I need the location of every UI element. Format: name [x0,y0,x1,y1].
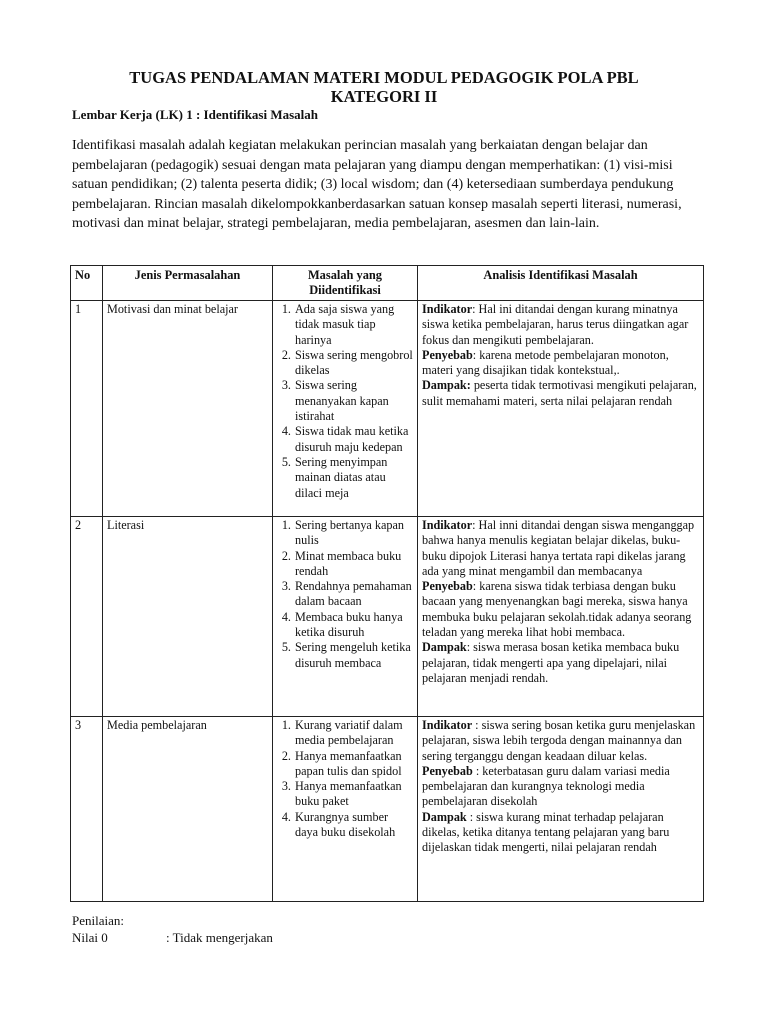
penyebab-text: : keterbatasan guru dalam variasi media pembelajaran dan kurangnya teknologi media pembelajaran disekolah [422,763,670,809]
row-masalah [273,301,418,517]
problem-identification-table [70,265,704,902]
list-item: 5. Sering mengeluh ketika disuruh membaca [294,640,413,671]
intro-paragraph: Identifikasi masalah adalah kegiatan melakukan perincian masalah yang berkaiatan dengan belajar dan pembelajaran (pedagogik) sesuai dengan mata pelajaran yang diampu dengan memperhatikan: (1) visi-misi satuan pendidikan; (2) talenta peserta didik; (3) local wisdom; dan (4) ketersediaan sumberdaya pendukung pembelajaran. Rincian masalah dikelompokkanberdasarkan satuan konsep masalah seperti literasi, numerasi, motivasi dan minat belajar, strategi pembelajaran, media pembelajaran, asesmen dan lain-lain. [72,138,682,232]
list-item: 1. Ada saja siswa yang tidak masuk tiap harinya [294,302,413,348]
penyebab-label: Penyebab [422,347,473,362]
dampak-label: Dampak: [422,378,471,393]
grade-description: : Tidak mengerjakan [166,930,273,945]
row-jenis: Literasi [103,517,273,717]
dampak-paragraph [422,640,699,686]
penyebab-paragraph [422,764,699,810]
indikator-text: : Hal inni ditandai dengan siswa menganggap bahwa hanya menulis kegiatan belajar dikelas, buku-buku dipojok Literasi hanya tertata rapi dikelas jarang ada yang minat mengambil dan membacanya [422,518,695,578]
list-item: 2. Minat membaca buku rendah [294,549,413,580]
grade-row [72,929,273,946]
penyebab-text: : karena siswa tidak terbiasa dengan buku bacaan yang menyenangkan bagi mereka, siswa hanya membuka buku pelajaran sekolah.tidak adanya seorang teladan yang mereka lihat hobi membaca. [422,579,692,640]
table-row [71,301,704,517]
header-analisis: Analisis Identifikasi Masalah [418,266,704,301]
grade-label: Nilai 0 [72,930,108,945]
row-analisis [418,717,704,902]
dampak-label: Dampak [422,640,467,655]
dampak-label: Dampak [422,809,467,824]
list-item: 1. Kurang variatif dalam media pembelajaran [294,718,413,749]
grading-section [72,912,273,946]
header-jenis: Jenis Permasalahan [103,266,273,301]
penyebab-text: : karena metode pembelajaran monoton, materi yang disajikan tidak kontekstual,. [422,347,669,378]
table-header-row [71,266,704,301]
table-row [71,517,704,717]
dampak-paragraph [422,378,699,409]
issue-list [277,718,413,840]
row-number: 3 [71,717,103,902]
header-no: No [71,266,103,301]
table-row [71,717,704,902]
penyebab-label: Penyebab [422,763,473,778]
row-analisis [418,517,704,717]
list-item: 3. Siswa sering menanyakan kapan istirahat [294,378,413,424]
header-masalah: Masalah yang Diidentifikasi [273,266,418,301]
indikator-label: Indikator [422,718,473,732]
row-number: 1 [71,301,103,517]
worksheet-subtitle: Lembar Kerja (LK) 1 : Identifikasi Masalah [72,107,319,122]
penyebab-paragraph [422,579,699,640]
indikator-label: Indikator [422,302,473,316]
row-jenis: Motivasi dan minat belajar [103,301,273,517]
row-jenis: Media pembelajaran [103,717,273,902]
row-number: 2 [71,517,103,717]
list-item: 2. Siswa sering mengobrol dikelas [294,348,413,379]
title-line-2: KATEGORI II [330,87,438,106]
row-masalah [273,717,418,902]
list-item: 1. Sering bertanya kapan nulis [294,518,413,549]
indikator-paragraph [422,718,699,764]
indikator-paragraph [422,518,699,579]
dampak-text: : siswa kurang minat terhadap pelajaran dikelas, ketika ditanya tentang pelajaran yang baru dijelaskan tidak mengerti, nilai pelajaran rendah [422,809,670,855]
indikator-label: Indikator [422,518,473,532]
indikator-text: : Hal ini ditandai dengan kurang minatnya siswa ketika pembelajaran, harus terus diingatkan agar fokus dan mengikuti pembelajaran. [422,302,689,347]
row-analisis [418,301,704,517]
list-item: 4. Kurangnya sumber daya buku disekolah [294,810,413,841]
title-line-1: TUGAS PENDALAMAN MATERI MODUL PEDAGOGIK POLA PBL [129,68,639,87]
list-item: 4. Siswa tidak mau ketika disuruh maju kedepan [294,424,413,455]
indikator-text: : siswa sering bosan ketika guru menjelaskan pelajaran, siswa lebih tergoda dengan mainannya dan sering terganggu dengan keadaan diluar kelas. [422,718,696,763]
issue-list [277,518,413,671]
list-item: 5. Sering menyimpan mainan diatas atau dilaci meja [294,455,413,501]
dampak-text: peserta tidak termotivasi mengikuti pelajaran, sulit memahami materi, serta nilai pelajaran rendah [422,378,697,408]
penyebab-label: Penyebab [422,579,473,594]
row-masalah [273,517,418,717]
list-item: 2. Hanya memanfaatkan papan tulis dan spidol [294,749,413,780]
document-title [72,68,696,106]
list-item: 4. Membaca buku hanya ketika disuruh [294,610,413,641]
issue-list [277,302,413,501]
list-item: 3. Rendahnya pemahaman dalam bacaan [294,579,413,610]
dampak-paragraph [422,810,699,856]
indikator-paragraph [422,302,699,348]
list-item: 3. Hanya memanfaatkan buku paket [294,779,413,810]
dampak-text: : siswa merasa bosan ketika membaca buku pelajaran, tidak mengerti apa yang dipelajari, nilai pelajaran menjadi rendah. [422,640,680,685]
penyebab-paragraph [422,348,699,379]
grading-heading: Penilaian: [72,913,124,928]
